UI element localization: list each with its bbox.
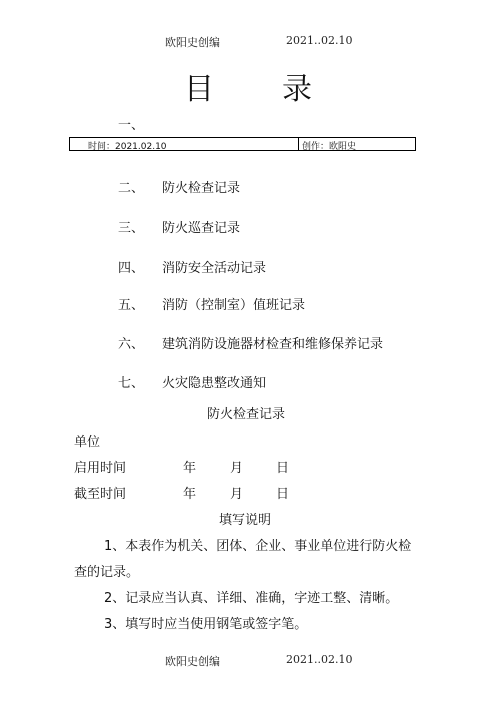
field-unit-label: 单位 [74, 435, 101, 450]
section-title: 防火检查记录 [207, 407, 286, 422]
instruction-item-1-cont: 查的记录。 [74, 565, 140, 580]
instructions-title: 填写说明 [219, 513, 272, 528]
footer-author: 欧阳史创编 [165, 655, 220, 668]
field-start-year: 年 [183, 461, 197, 476]
instruction-item-3: 3、填写时应当使用钢笔或签字笔。 [104, 617, 308, 632]
instruction-item-1: 1、本表作为机关、团体、企业、事业单位进行防火检 [104, 539, 412, 554]
field-end-year: 年 [183, 487, 197, 502]
meta-time: 时间：2021.02.10 [88, 142, 167, 152]
toc-num: 四、 [118, 261, 145, 276]
field-start-label: 启用时间 [74, 461, 127, 476]
meta-author: 创作：欧阳史 [302, 142, 357, 152]
toc-num: 三、 [118, 221, 145, 236]
toc-num: 七、 [118, 376, 145, 391]
field-start-day: 日 [276, 461, 290, 476]
toc-item-label: 防火巡查记录 [162, 221, 241, 236]
toc-num: 五、 [118, 298, 145, 313]
instruction-item-2: 2、记录应当认真、详细、准确，字迹工整、清晰。 [104, 591, 399, 606]
toc-item-label: 防火检查记录 [162, 181, 241, 196]
field-end-day: 日 [276, 487, 290, 502]
meta-divider [298, 138, 299, 150]
toc-num-1: 一、 [118, 118, 145, 133]
toc-item-label: 火灾隐患整改通知 [162, 376, 267, 391]
toc-item-label: 消防（控制室）值班记录 [162, 298, 306, 313]
field-start-month: 月 [230, 461, 244, 476]
footer-date: 2021..02.10 [286, 653, 353, 666]
title-char-1: 目 [184, 72, 214, 107]
toc-item-label: 消防安全活动记录 [162, 261, 267, 276]
toc-item-label: 建筑消防设施器材检查和维修保养记录 [162, 337, 384, 352]
header-date: 2021..02.10 [286, 34, 353, 47]
header-author: 欧阳史创编 [165, 36, 220, 49]
field-end-month: 月 [230, 487, 244, 502]
toc-num: 六、 [118, 337, 145, 352]
meta-box [69, 137, 416, 151]
field-end-label: 截至时间 [74, 487, 127, 502]
toc-num: 二、 [118, 181, 145, 196]
title-char-2: 录 [282, 72, 312, 107]
